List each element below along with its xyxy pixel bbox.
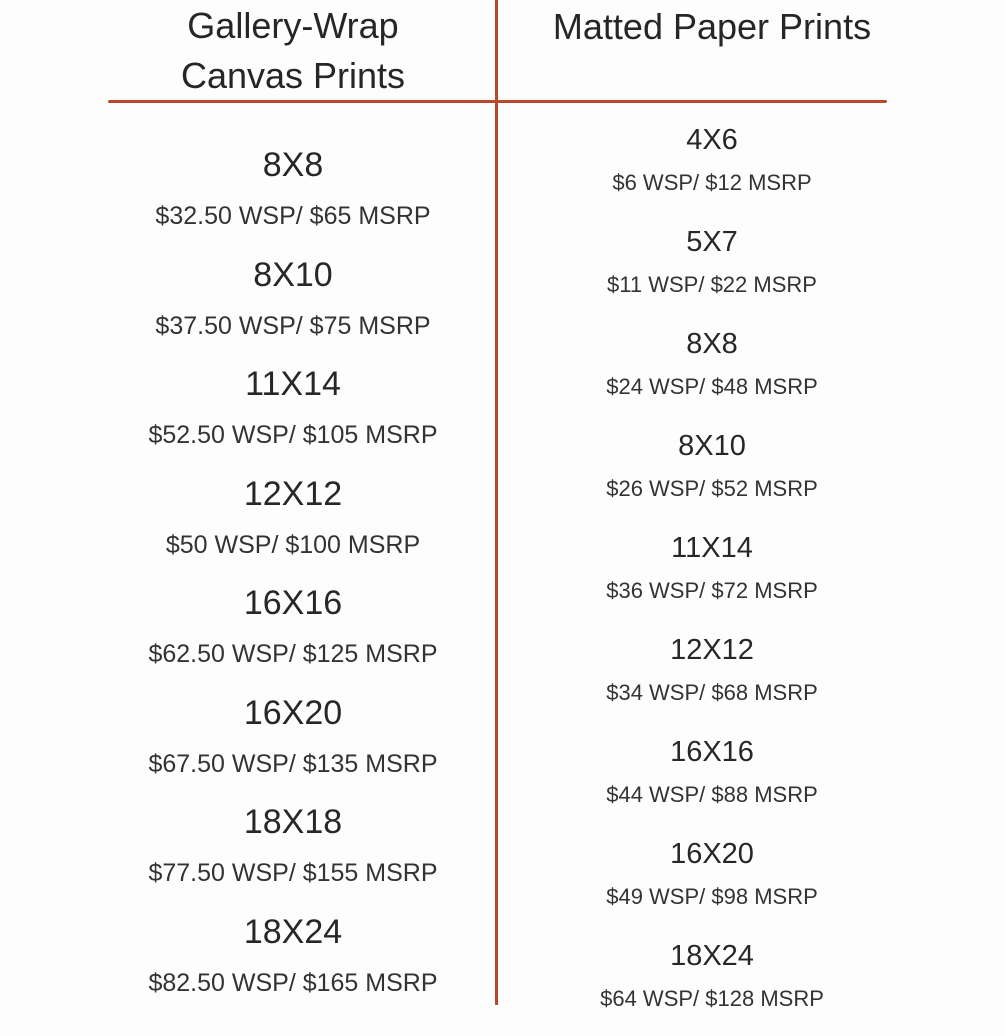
print-size-label: 11X14 (671, 532, 753, 564)
print-price-label: $34 WSP/ $68 MSRP (606, 680, 818, 705)
column-title-canvas (90, 0, 496, 101)
print-price-label: $36 WSP/ $72 MSRP (606, 578, 818, 603)
price-item (90, 471, 496, 581)
print-size-label: 8X8 (686, 328, 738, 360)
print-price-label: $24 WSP/ $48 MSRP (606, 374, 818, 399)
price-item (512, 526, 912, 628)
print-size-label: 18X18 (243, 803, 343, 841)
print-price-label: $6 WSP/ $12 MSRP (612, 170, 812, 195)
print-size-label: 18X24 (243, 912, 343, 951)
price-item (512, 118, 912, 220)
column-title-line: Matted Paper Prints (552, 6, 872, 47)
price-item (512, 628, 912, 730)
column-title-paper (512, 0, 912, 52)
print-size-label: 4X6 (686, 124, 738, 156)
price-item (512, 424, 912, 526)
price-item (90, 361, 496, 471)
price-item (512, 220, 912, 322)
print-size-label: 12X12 (670, 634, 754, 666)
print-size-label: 16X16 (243, 584, 343, 622)
column-title-line: Gallery-Wrap (187, 5, 399, 46)
print-price-label: $62.50 WSP/ $125 MSRP (148, 640, 438, 668)
print-size-label: 12X12 (243, 474, 343, 513)
price-item (512, 730, 912, 832)
print-price-label: $67.50 WSP/ $135 MSRP (148, 749, 438, 778)
print-price-label: $64 WSP/ $128 MSRP (600, 986, 824, 1011)
price-item (512, 832, 912, 934)
print-price-label: $49 WSP/ $98 MSRP (606, 884, 818, 909)
print-price-label: $52.50 WSP/ $105 MSRP (148, 421, 438, 449)
print-size-label: 18X24 (670, 940, 754, 972)
column-gallery-wrap-canvas-prints (90, 0, 496, 997)
column-matted-paper-prints (512, 0, 912, 1011)
print-size-label: 8X10 (678, 430, 746, 462)
print-price-label: $11 WSP/ $22 MSRP (607, 272, 817, 297)
price-list-canvas (90, 142, 496, 1018)
price-item (90, 142, 496, 252)
price-item (512, 322, 912, 424)
price-item (90, 690, 496, 800)
print-size-label: 11X14 (245, 365, 341, 403)
price-item (90, 252, 496, 362)
price-list-paper (512, 118, 912, 1036)
price-item (90, 909, 496, 1019)
print-price-label: $77.50 WSP/ $155 MSRP (148, 859, 438, 887)
price-item (512, 934, 912, 1036)
column-title-line: Canvas Prints (180, 55, 406, 96)
price-item (90, 580, 496, 690)
price-item (90, 799, 496, 909)
print-price-label: $82.50 WSP/ $165 MSRP (148, 968, 438, 997)
print-size-label: 16X20 (243, 693, 343, 732)
print-size-label: 8X10 (253, 255, 333, 294)
print-size-label: 5X7 (686, 226, 738, 258)
print-price-label: $32.50 WSP/ $65 MSRP (155, 202, 431, 230)
print-price-label: $37.50 WSP/ $75 MSRP (155, 311, 431, 340)
print-size-label: 16X20 (670, 838, 754, 870)
print-size-label: 16X16 (670, 736, 754, 768)
print-price-label: $50 WSP/ $100 MSRP (165, 530, 421, 559)
print-price-label: $26 WSP/ $52 MSRP (606, 476, 818, 501)
print-size-label: 8X8 (262, 146, 324, 184)
print-price-label: $44 WSP/ $88 MSRP (606, 782, 818, 807)
